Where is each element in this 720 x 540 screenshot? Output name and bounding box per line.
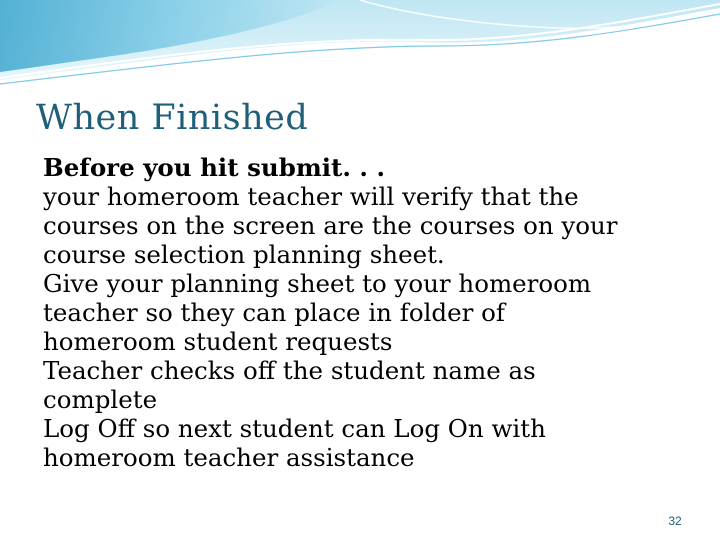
slide-body <box>43 153 693 472</box>
body-line: Give your planning sheet to your homeroom <box>43 269 592 298</box>
body-line: your homeroom teacher will verify that the <box>43 182 579 211</box>
slide-title: When Finished <box>36 98 309 138</box>
body-line: Before you hit submit. . . <box>43 153 386 182</box>
body-line: complete <box>43 385 158 414</box>
body-line: Teacher checks off the student name as <box>43 356 536 385</box>
body-line: homeroom teacher assistance <box>43 443 415 472</box>
page-number: 32 <box>668 514 682 528</box>
body-line: course selection planning sheet. <box>43 240 445 269</box>
body-line: courses on the screen are the courses on your <box>43 211 618 240</box>
body-line: teacher so they can place in folder of <box>43 298 505 327</box>
header-wave-decoration <box>0 0 720 90</box>
body-line: Log Off so next student can Log On with <box>43 414 546 443</box>
body-line: homeroom student requests <box>43 327 393 356</box>
